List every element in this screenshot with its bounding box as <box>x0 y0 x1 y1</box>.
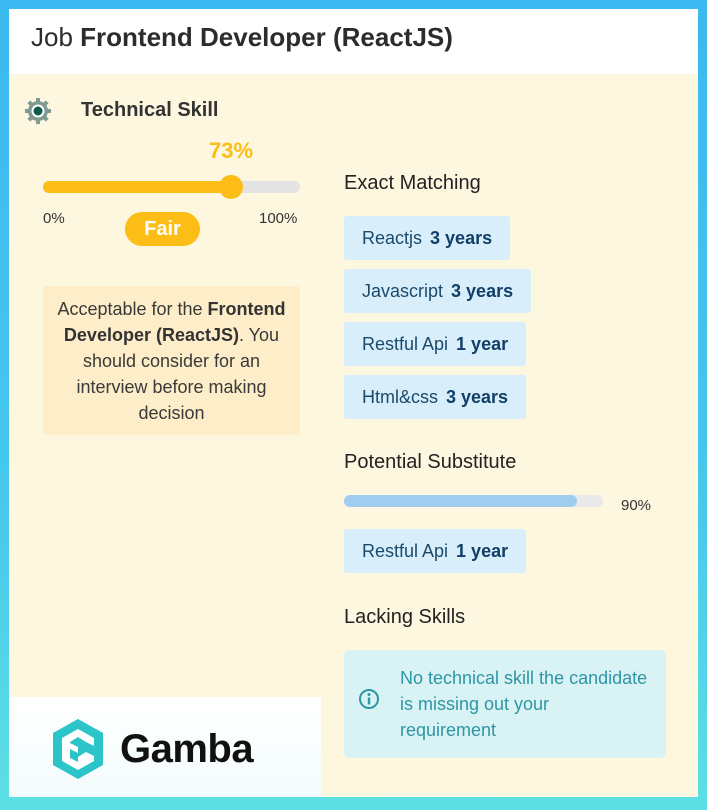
skill-name: Javascript <box>362 281 444 301</box>
gear-icon <box>23 96 53 126</box>
exact-matching-heading: Exact Matching <box>344 172 481 194</box>
job-skill-card <box>9 9 698 797</box>
brand-name: Gamba <box>120 727 254 771</box>
range-min-label: 0% <box>43 210 65 227</box>
technical-score-bar <box>43 181 300 193</box>
substitute-skill-chip <box>344 529 526 573</box>
advice-prefix: Acceptable for the <box>57 299 203 319</box>
advice-box <box>43 286 300 435</box>
substitute-score-bar <box>344 495 603 507</box>
title-prefix: Job <box>31 22 73 52</box>
substitute-score-fill <box>344 495 577 507</box>
skill-years: 1 year <box>456 334 509 354</box>
job-title: Frontend Developer (ReactJS) <box>80 22 453 52</box>
skill-years: 3 years <box>451 281 514 301</box>
potential-substitute-heading: Potential Substitute <box>344 451 517 473</box>
technical-score-percent: 73% <box>209 138 254 163</box>
skill-years: 3 years <box>430 228 493 248</box>
gamba-logo-icon <box>49 717 107 781</box>
lacking-skills-message-box <box>344 650 666 758</box>
header <box>9 9 698 74</box>
lacking-skills-heading: Lacking Skills <box>344 606 466 628</box>
exact-skill-chip <box>344 269 531 313</box>
skill-name: Html&css <box>362 387 438 407</box>
skill-name: Restful Api <box>362 541 449 561</box>
skill-name: Restful Api <box>362 334 449 354</box>
lacking-skills-message: No technical skill the candidate is missing out your requirement <box>400 668 648 740</box>
exact-skill-chip <box>344 375 526 419</box>
advice-suffix: . You should consider for an interview before making decision <box>76 325 280 423</box>
exact-skill-chip <box>344 322 526 366</box>
page-title <box>31 22 453 53</box>
rating-badge: Fair <box>125 212 200 246</box>
skill-name: Reactjs <box>362 228 423 248</box>
range-max-label: 100% <box>259 210 298 227</box>
technical-skill-heading: Technical Skill <box>81 99 219 121</box>
substitute-score-percent: 90% <box>621 497 652 514</box>
advice-job: Frontend Developer (ReactJS) <box>63 299 286 345</box>
skill-years: 1 year <box>456 541 509 561</box>
exact-skill-chip <box>344 216 510 260</box>
skill-years: 3 years <box>446 387 509 407</box>
technical-score-fill <box>43 181 231 193</box>
info-icon <box>358 688 380 710</box>
brand-panel <box>9 697 321 797</box>
technical-score-knob <box>219 175 243 199</box>
